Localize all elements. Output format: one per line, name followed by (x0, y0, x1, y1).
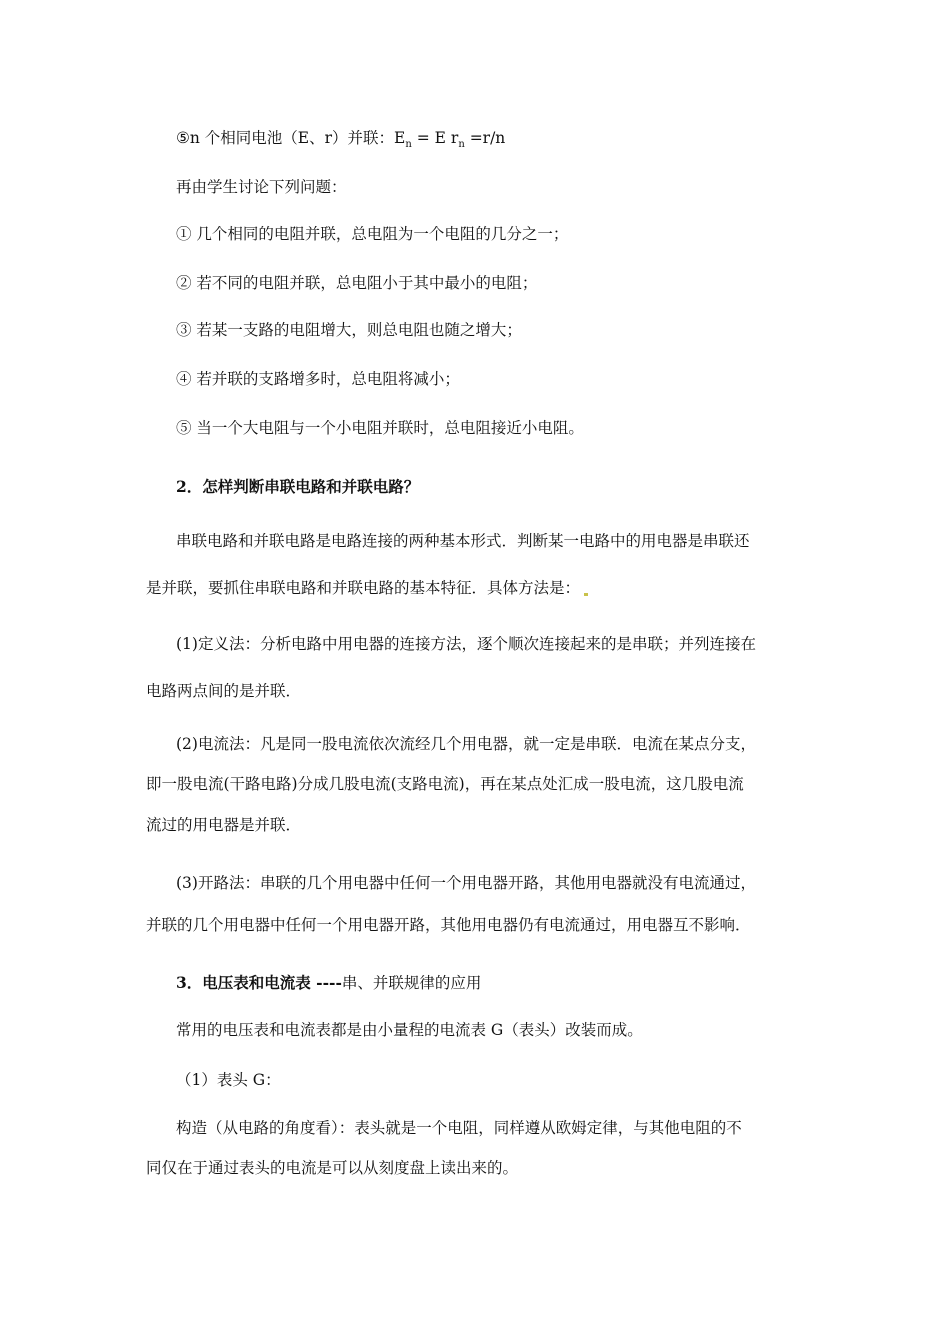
method2-line2: 即一股电流(干路电路)分成几股电流(支路电流)，再在某点处汇成一股电流，这几股电流 (146, 775, 744, 793)
structure-line2: 同仅在于通过表头的电流是可以从刻度盘上读出来的。 (146, 1159, 519, 1177)
section3-heading-rest: 串、并联规律的应用 (341, 974, 482, 992)
discussion-intro: 再由学生讨论下列问题： (176, 178, 347, 196)
formula-eq: = E r (411, 129, 459, 147)
section3-sub1: （1）表头 G： (176, 1071, 281, 1089)
section2-intro-line2: 是并联，要抓住串联电路和并联电路的基本特征．具体方法是： (146, 579, 581, 597)
discussion-item-2: ② 若不同的电阻并联，总电阻小于其中最小的电阻； (176, 274, 538, 292)
section2-intro-line1: 串联电路和并联电路是电路连接的两种基本形式．判断某一电路中的用电器是串联还 (176, 532, 750, 550)
section2-heading: 2．怎样判断串联电路和并联电路？ (176, 477, 420, 496)
formula-tail: =r/n (464, 129, 506, 147)
section3-heading-bold: 3．电压表和电流表 ---- (176, 973, 342, 992)
formula-sub-n: n (405, 139, 412, 151)
section3-heading (176, 973, 846, 993)
highlight-mark (584, 593, 588, 596)
method3-line2: 并联的几个用电器中任何一个用电器开路，其他用电器仍有电流通过，用电器互不影响． (146, 916, 751, 934)
section3-intro: 常用的电压表和电流表都是由小量程的电流表 G（表头）改装而成。 (176, 1021, 643, 1039)
discussion-item-1: ① 几个相同的电阻并联，总电阻为一个电阻的几分之一； (176, 225, 569, 243)
method2-line1: (2)电流法：凡是同一股电流依次流经几个用电器，就一定是串联．电流在某点分支， (176, 735, 756, 753)
section2-intro-line2-wrap (146, 578, 816, 598)
discussion-item-4: ④ 若并联的支路增多时，总电阻将减小； (176, 370, 460, 388)
structure-line1: 构造（从电路的角度看）：表头就是一个电阻，同样遵从欧姆定律，与其他电阻的不 (176, 1119, 742, 1137)
formula-sub-n2: n (458, 139, 465, 151)
method2-line3: 流过的用电器是并联． (146, 816, 302, 834)
method3-line1: (3)开路法：串联的几个用电器中任何一个用电器开路，其他用电器就没有电流通过， (176, 874, 756, 892)
formula-prefix: ⑤n 个相同电池（E、r）并联：E (176, 129, 406, 147)
method1-line1: (1)定义法：分析电路中用电器的连接方法，逐个顺次连接起来的是串联；并列连接在 (176, 635, 756, 653)
discussion-item-5: ⑤ 当一个大电阻与一个小电阻并联时，总电阻接近小电阻。 (176, 419, 584, 437)
discussion-item-3: ③ 若某一支路的电阻增大，则总电阻也随之增大； (176, 321, 522, 339)
formula-line (176, 128, 846, 155)
method1-line2: 电路两点间的是并联． (146, 682, 302, 700)
